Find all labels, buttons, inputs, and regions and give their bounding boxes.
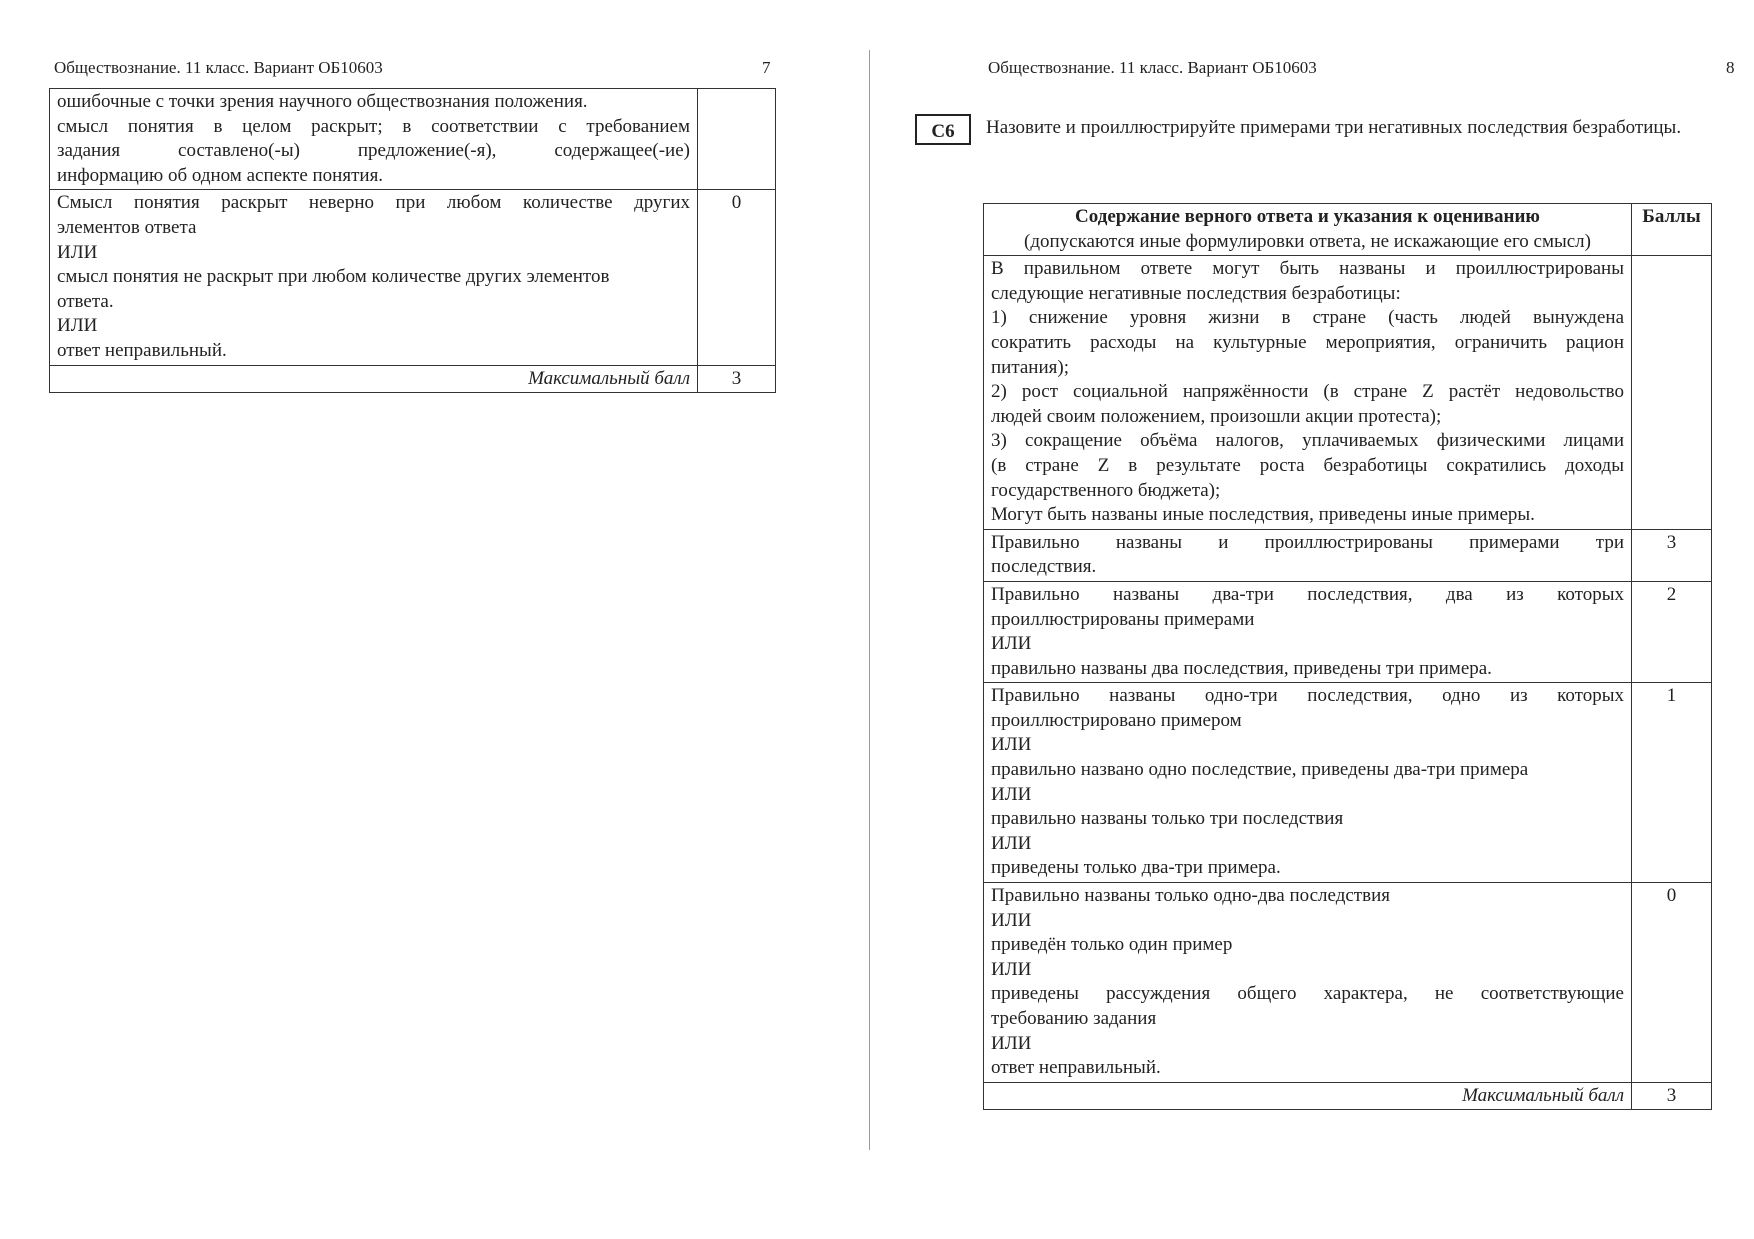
text-line: ответа. (57, 290, 114, 312)
table-row (984, 581, 1712, 682)
text-line: ошибочные с точки зрения научного обществознания положения. (57, 91, 588, 112)
text-line: ИЛИ (57, 241, 98, 263)
text-line: ИЛИ (991, 783, 1032, 805)
text-line: смысл понятия не раскрыт при любом количестве других элементов (57, 266, 610, 288)
text-line: последствия. (991, 556, 1097, 578)
text-line: Правильно названы и проиллюстрированы примерами три (991, 531, 1624, 553)
text-line: правильно названы только три последствия (991, 808, 1344, 830)
right-page-header (988, 58, 1736, 78)
left-page-title: Обществознание. 11 класс. Вариант ОБ10603 (54, 58, 383, 77)
criterion-score (698, 89, 776, 190)
text-line: проиллюстрировано примером (991, 709, 1242, 731)
points-header-title: Баллы (1642, 206, 1701, 227)
text-line: приведены только два-три примера. (991, 857, 1281, 879)
criterion-text (984, 529, 1632, 581)
criterion-text (50, 190, 698, 365)
text-line: питания); (991, 356, 1069, 378)
answer-score (1632, 256, 1712, 530)
left-page-header (54, 58, 772, 78)
text-line: государственного бюджета); (991, 479, 1221, 501)
criterion-score: 2 (1632, 581, 1712, 682)
text-line: (в стране Z в результате роста безработицы сократились доходы (991, 454, 1624, 476)
criterion-score: 0 (698, 190, 776, 365)
text-line: информацию об одном аспекте понятия. (57, 164, 384, 186)
left-page (0, 0, 870, 1239)
task-code-box: С6 (915, 114, 971, 145)
criterion-text (984, 883, 1632, 1083)
text-line: правильно названо одно последствие, приведены два-три примера (991, 759, 1529, 781)
right-page-number: 8 (1726, 58, 1735, 77)
answer-content (984, 256, 1632, 530)
content-header-title: Содержание верного ответа и указания к оцениванию (1075, 206, 1540, 227)
text-line: элементов ответа (57, 216, 197, 238)
text-line: ИЛИ (991, 734, 1032, 756)
criterion-text (984, 683, 1632, 883)
max-score-label: Максимальный балл (50, 365, 698, 393)
task-text: Назовите и проиллюстрируйте примерами три негативных последствия безработицы. (986, 117, 1682, 138)
text-line: приведены рассуждения общего характера, не соответствующие (991, 983, 1624, 1005)
criterion-score: 0 (1632, 883, 1712, 1083)
text-line: Могут быть названы иные последствия, приведены иные примеры. (991, 504, 1535, 526)
text-line: 3) сокращение объёма налогов, уплачиваемых физическими лицами (991, 430, 1624, 452)
table-row (984, 529, 1712, 581)
text-line: проиллюстрированы примерами (991, 608, 1255, 630)
max-score-label: Максимальный балл (984, 1082, 1632, 1110)
criterion-score: 1 (1632, 683, 1712, 883)
text-line: Смысл понятия раскрыт неверно при любом количестве других (57, 192, 690, 214)
text-line: ИЛИ (991, 1032, 1032, 1054)
text-line: смысл понятия в целом раскрыт; в соответствии с требованием (57, 115, 690, 137)
right-page-title: Обществознание. 11 класс. Вариант ОБ10603 (988, 58, 1317, 77)
max-score-value: 3 (698, 365, 776, 393)
left-page-number: 7 (762, 58, 771, 77)
criterion-text (50, 89, 698, 190)
left-grading-table (49, 88, 776, 393)
text-line: правильно названы два последствия, приведены три примера. (991, 657, 1492, 679)
criterion-score: 3 (1632, 529, 1712, 581)
max-score-row (984, 1082, 1712, 1110)
text-line: ответ неправильный. (991, 1057, 1161, 1079)
text-line: следующие негативные последствия безработицы: (991, 282, 1401, 304)
text-line: В правильном ответе могут быть названы и проиллюстрированы (991, 258, 1624, 280)
text-line: задания составлено(-ы) предложение(-я), содержащее(-ие) (57, 140, 690, 162)
right-page (870, 0, 1754, 1239)
text-line: 2) рост социальной напряжённости (в стране Z растёт недовольство (991, 381, 1624, 403)
table-row (984, 883, 1712, 1083)
table-row (50, 190, 776, 365)
text-line: людей своим положением, произошли акции протеста); (991, 405, 1442, 427)
text-line: ИЛИ (991, 958, 1032, 980)
text-line: Правильно названы только одно-два последствия (991, 885, 1390, 907)
text-line: Правильно названы два-три последствия, два из которых (991, 583, 1624, 605)
text-line: ИЛИ (57, 315, 98, 337)
right-grading-table (983, 203, 1712, 1110)
text-line: ИЛИ (991, 633, 1032, 655)
text-line: ИЛИ (991, 832, 1032, 854)
points-column-header (1632, 204, 1712, 256)
text-line: приведён только один пример (991, 934, 1233, 956)
content-column-header (984, 204, 1632, 256)
max-score-value: 3 (1632, 1082, 1712, 1110)
table-row (984, 256, 1712, 530)
text-line: ИЛИ (991, 909, 1032, 931)
content-header-note: (допускаются иные формулировки ответа, не искажающие его смысл) (1024, 230, 1591, 252)
table-row (984, 683, 1712, 883)
text-line: Правильно названы одно-три последствия, одно из которых (991, 685, 1624, 707)
text-line: сократить расходы на культурные мероприятия, ограничить рацион (991, 331, 1624, 353)
criterion-text (984, 581, 1632, 682)
text-line: требованию задания (991, 1008, 1157, 1029)
max-score-row (50, 365, 776, 393)
table-row (50, 89, 776, 190)
text-line: ответ неправильный. (57, 339, 227, 361)
table-header-row (984, 204, 1712, 256)
text-line: 1) снижение уровня жизни в стране (часть людей вынуждена (991, 307, 1624, 329)
